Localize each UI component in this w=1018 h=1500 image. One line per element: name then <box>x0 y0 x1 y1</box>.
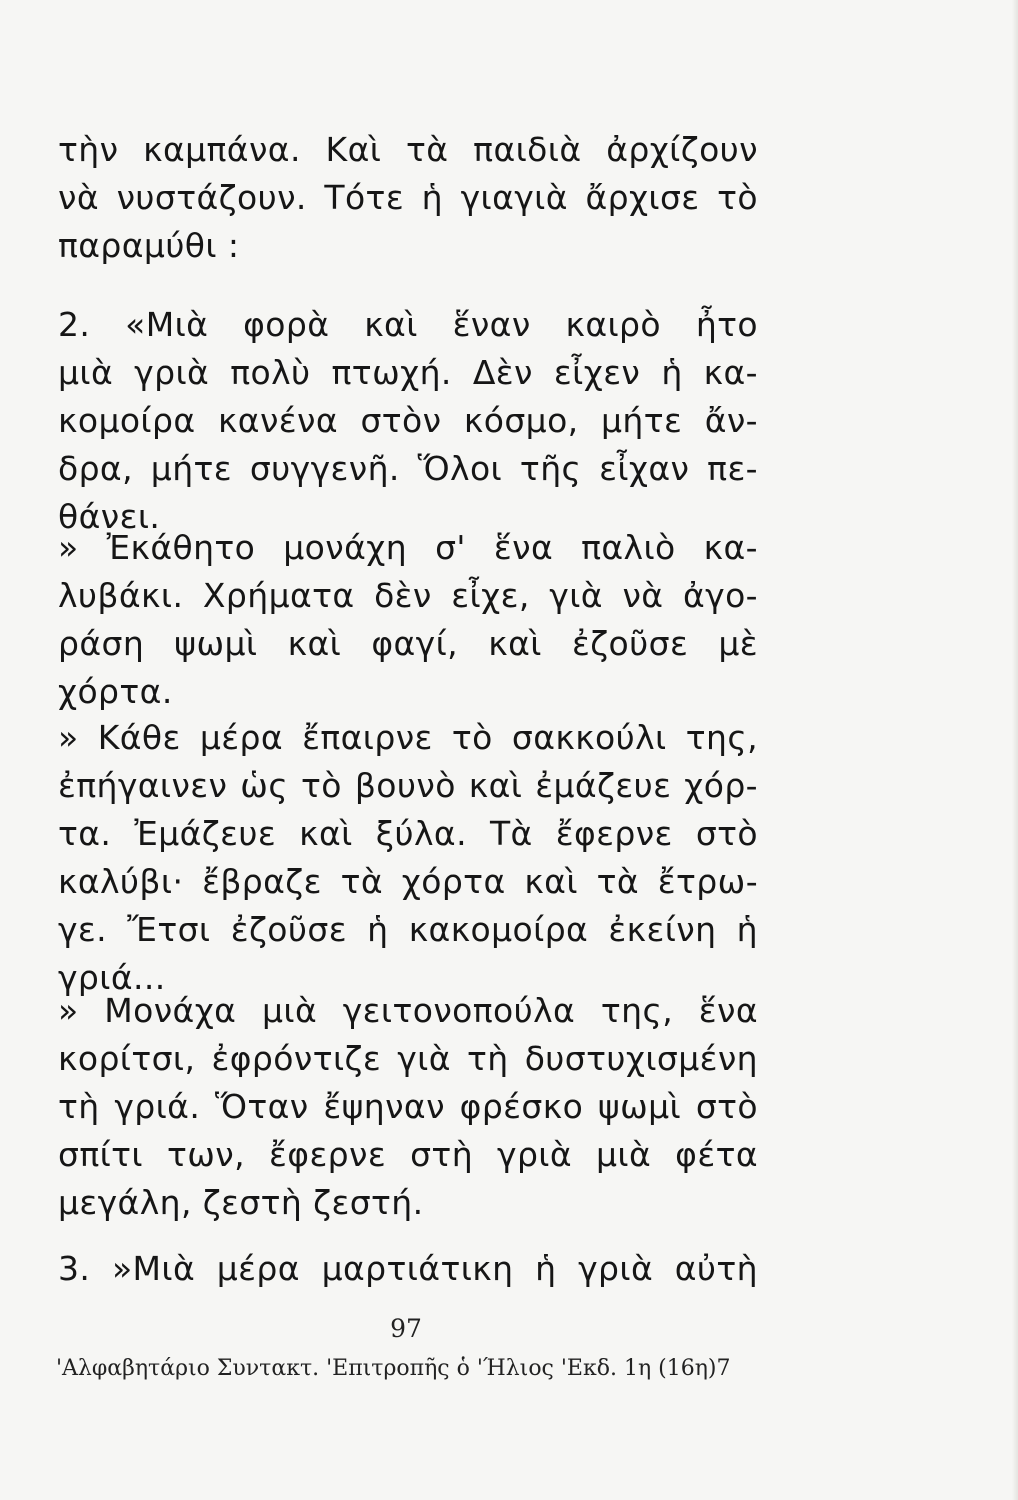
text-line: τα. Ἐμάζευε καὶ ξύλα. Τὰ ἔφερνε στὸ <box>58 814 758 853</box>
text-line: 2. «Μιὰ φορὰ καὶ ἕναν καιρὸ ἦτο <box>58 305 758 344</box>
text-line: 3. »Μιὰ μέρα μαρτιάτικη ἡ γριὰ αὐτὴ <box>58 1249 758 1288</box>
paragraph-5 <box>58 987 758 1227</box>
text-line: » Μονάχα μιὰ γειτονοπούλα της, ἕνα <box>58 991 758 1030</box>
footer-signature <box>56 1356 731 1381</box>
text-line: ἐπήγαινεν ὡς τὸ βουνὸ καὶ ἐμάζευε χόρ- <box>58 766 758 805</box>
text-line: » Κάθε μέρα ἔπαιρνε τὸ σακκούλι της, <box>58 718 758 757</box>
text-line: λυβάκι. Χρήματα δὲν εἶχε, γιὰ νὰ ἀγο- <box>58 576 758 615</box>
page-number: 97 <box>390 1314 422 1343</box>
text-line: μεγάλη, ζεστὴ ζεστή. <box>58 1183 424 1222</box>
text-line: τὴν καμπάνα. Καὶ τὰ παιδιὰ ἀρχίζουν <box>58 130 758 169</box>
text-line: θάνει. <box>58 497 161 536</box>
text-line: γε. Ἔτσι ἐζοῦσε ἡ κακομοίρα ἐκείνη ἡ <box>58 910 758 949</box>
footer-publication-info: 'Αλφαβητάριο Συντακτ. 'Επιτροπῆς ὁ 'Ήλιος 'Εκδ. 1η (16η) <box>56 1356 717 1381</box>
page-edge-shadow <box>1012 0 1018 1500</box>
text-line: γριά... <box>58 958 166 997</box>
text-line: παραμύθι : <box>58 226 240 265</box>
footer-sheet-number: 7 <box>716 1356 731 1381</box>
text-line: ράση ψωμὶ καὶ φαγί, καὶ ἐζοῦσε μὲ <box>58 624 758 663</box>
paragraph-2 <box>58 301 758 541</box>
text-line: δρα, μήτε συγγενῆ. Ὅλοι τῆς εἶχαν πε- <box>58 449 758 488</box>
text-line: σπίτι των, ἔφερνε στὴ γριὰ μιὰ φέτα <box>58 1135 758 1174</box>
text-line: χόρτα. <box>58 672 173 711</box>
text-line: κορίτσι, ἐφρόντιζε γιὰ τὴ δυστυχισμένη <box>58 1039 758 1078</box>
text-line: » Ἐκάθητο μονάχη σ' ἕνα παλιὸ κα- <box>58 528 758 567</box>
text-line: κομοίρα κανένα στὸν κόσμο, μήτε ἄν- <box>58 401 758 440</box>
paragraph-1 <box>58 126 758 270</box>
paragraph-6 <box>58 1245 758 1293</box>
text-line: νὰ νυστάζουν. Τότε ἡ γιαγιὰ ἄρχισε τὸ <box>58 178 758 217</box>
paragraph-3 <box>58 524 758 716</box>
text-line: μιὰ γριὰ πολὺ πτωχή. Δὲν εἶχεν ἡ κα- <box>58 353 758 392</box>
text-line: καλύβι· ἔβραζε τὰ χόρτα καὶ τὰ ἔτρω- <box>58 862 758 901</box>
paragraph-4 <box>58 714 758 1002</box>
text-line: τὴ γριά. Ὅταν ἔψηναν φρέσκο ψωμὶ στὸ <box>58 1087 758 1126</box>
